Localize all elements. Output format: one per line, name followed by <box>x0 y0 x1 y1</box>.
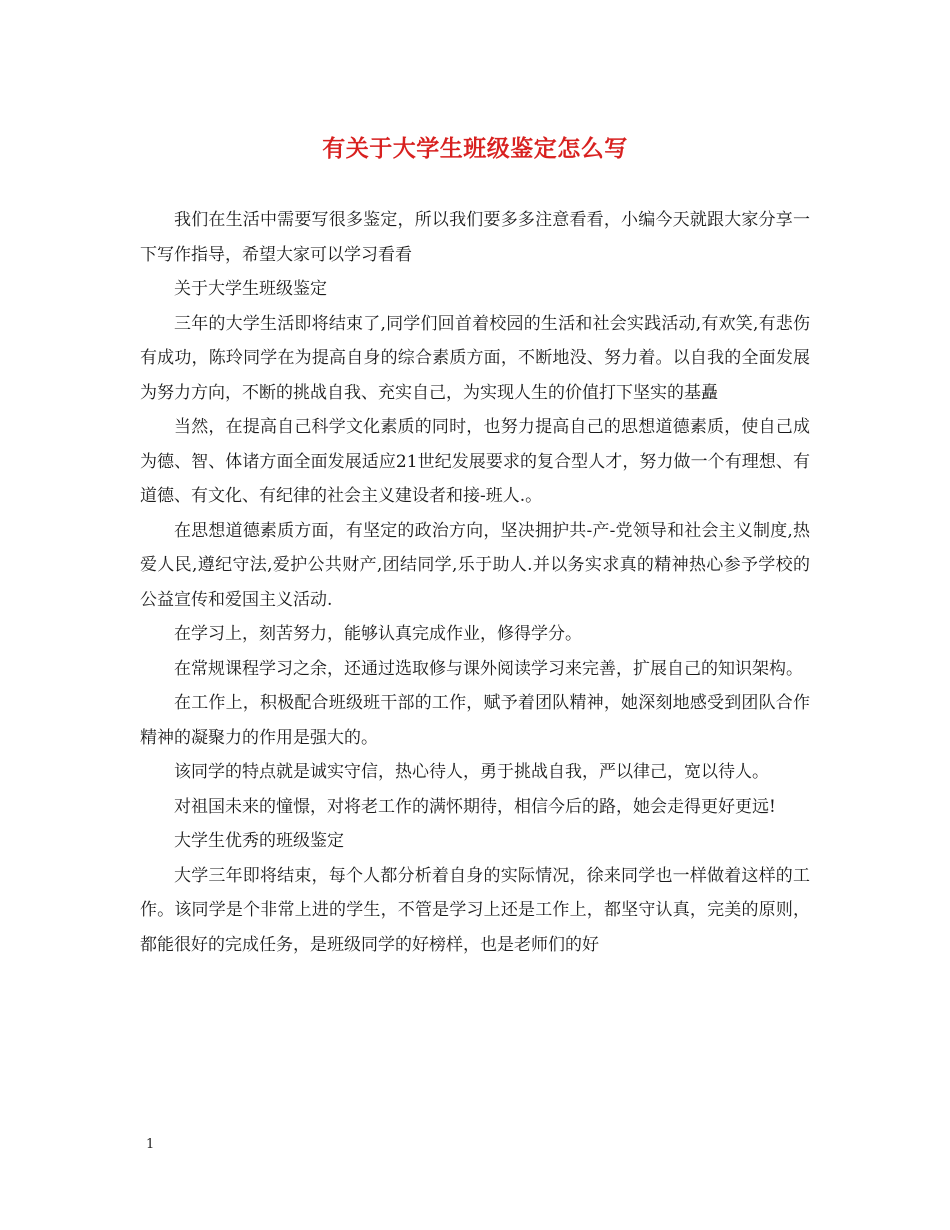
paragraph: 在工作上，积极配合班级班干部的工作，赋予着团队精神，她深刻地感受到团队合作精神的凝聚力的作用是强大的。 <box>140 693 810 748</box>
paragraph: 三年的大学生活即将结束了,同学们回首着校园的生活和社会实践活动,有欢笑,有悲伤有成功，陈玲同学在为提高自身的综合素质方面，不断地没、努力着。以自我的全面发展为努力方向，不断的挑战自我、充实自己，为实现人生的价值打下坚实的基矗 <box>140 313 810 403</box>
paragraph: 该同学的特点就是诚实守信，热心待人，勇于挑战自我，严以律己，宽以待人。 <box>174 762 769 782</box>
document-body <box>140 203 810 962</box>
paragraph: 大学三年即将结束，每个人都分析着自身的实际情况，徐来同学也一样做着这样的工作。该同学是个非常上进的学生，不管是学习上还是工作上，都坚守认真，完美的原则，都能很好的完成任务，是班级同学的好榜样，也是老师们的好 <box>140 865 810 955</box>
paragraph-intro: 我们在生活中需要写很多鉴定，所以我们要多多注意看看，小编今天就跟大家分享一下写作指导，希望大家可以学习看看 <box>140 210 810 265</box>
section-heading-class-appraisal: 关于大学生班级鉴定 <box>174 279 327 299</box>
paragraph: 在常规课程学习之余，还通过选取修与课外阅读学习来完善，扩展自己的知识架构。 <box>174 658 803 679</box>
paragraph: 在学习上，刻苦努力，能够认真完成作业，修得学分。 <box>174 624 582 644</box>
page-number: 1 <box>146 1137 155 1152</box>
paragraph: 对祖国未来的憧憬，对将老工作的满怀期待，相信今后的路，她会走得更好更远! <box>174 796 776 817</box>
page-title: 有关于大学生班级鉴定怎么写 <box>322 135 628 162</box>
section-heading-excellent-appraisal: 大学生优秀的班级鉴定 <box>174 831 344 851</box>
paragraph: 在思想道德素质方面，有坚定的政治方向，坚决拥护共-产-党领导和社会主义制度,热爱人民,遵纪守法,爱护公共财产,团结同学,乐于助人.并以务实求真的精神热心参予学校的公益宣传和爱国主义活动. <box>140 520 810 610</box>
paragraph: 当然，在提高自己科学文化素质的同时，也努力提高自己的思想道德素质，使自己成为德、智、体诸方面全面发展适应21世纪发展要求的复合型人才，努力做一个有理想、有道德、有文化、有纪律的社会主义建设者和接-班人.。 <box>140 417 810 506</box>
